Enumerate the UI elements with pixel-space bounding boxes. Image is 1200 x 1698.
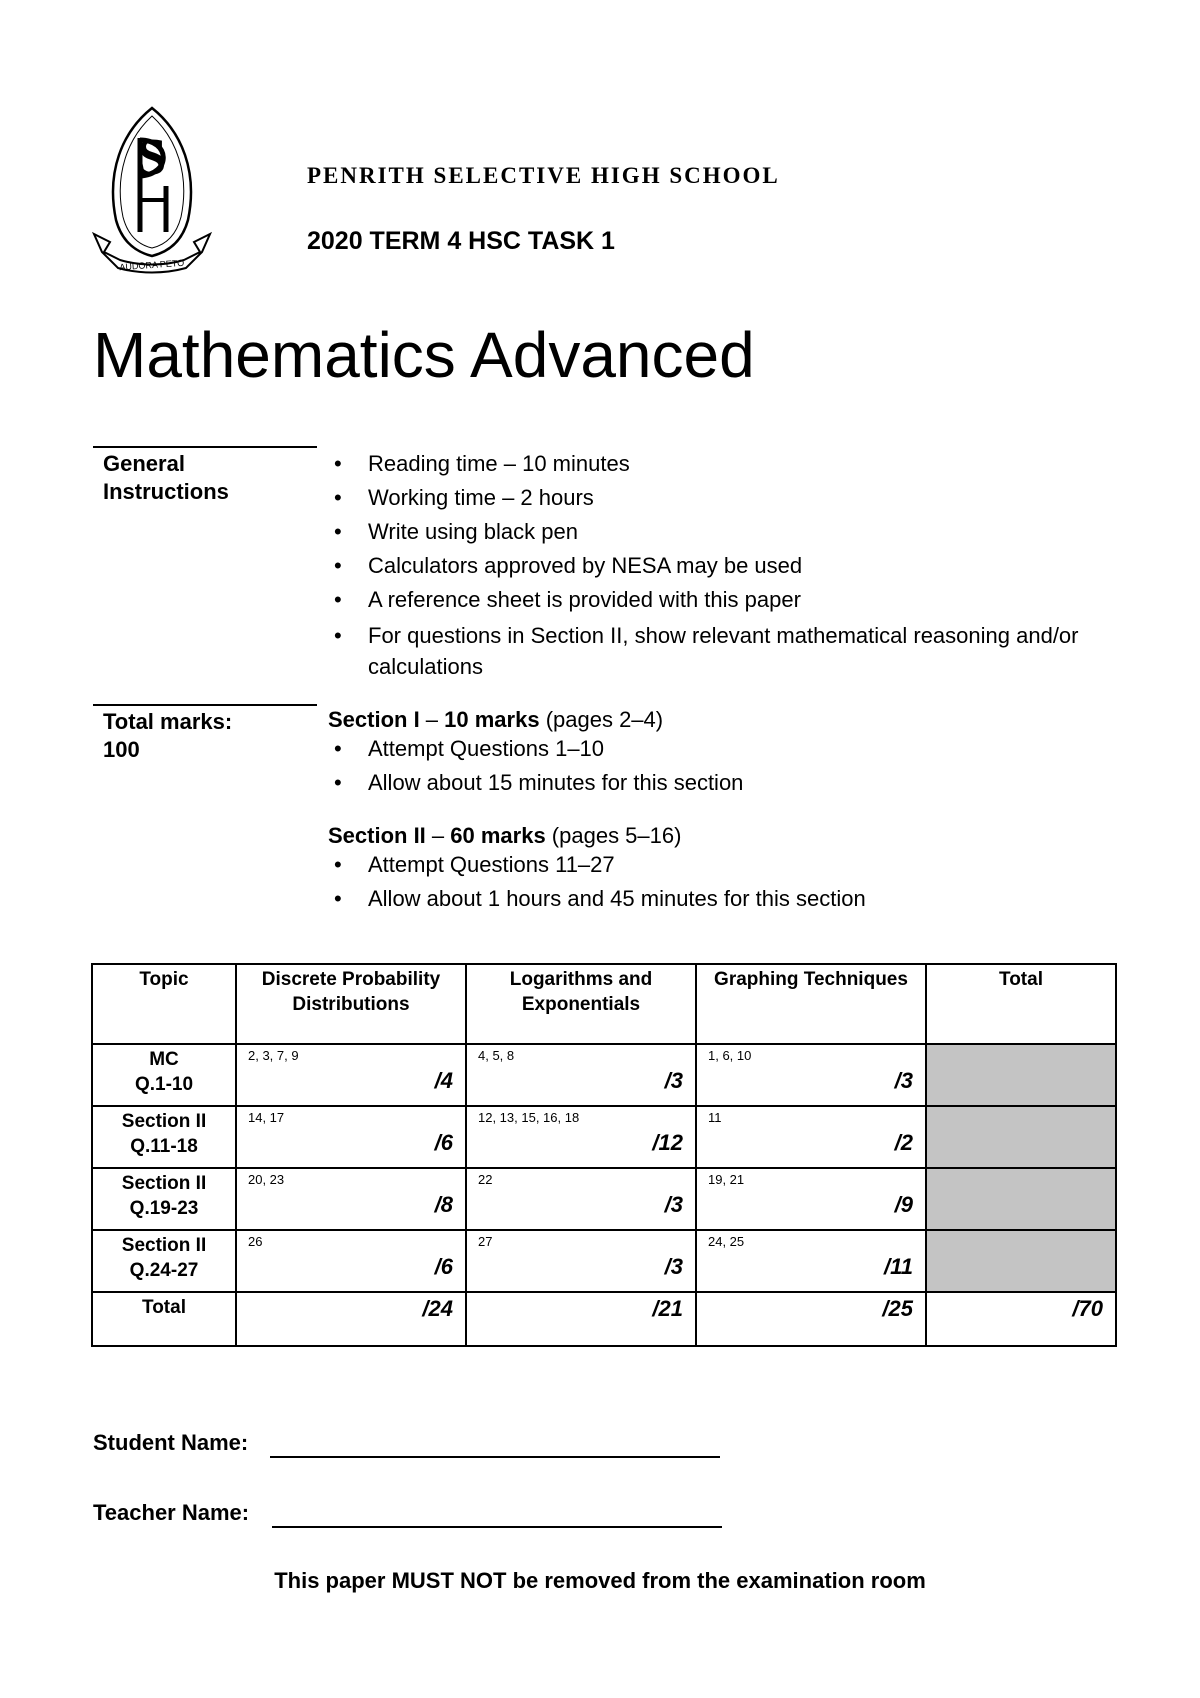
total-marks-label bbox=[103, 708, 232, 764]
marks-table bbox=[91, 963, 1117, 1347]
marks-value: /3 bbox=[664, 1254, 683, 1279]
shaded-cell bbox=[926, 1230, 1116, 1292]
section-pages: (pages 5–16) bbox=[545, 823, 682, 848]
total-marks-caption: Total marks: bbox=[103, 709, 233, 734]
row-header: Total bbox=[92, 1292, 236, 1346]
table-cell bbox=[466, 1168, 696, 1230]
row-header-line: Q.19-23 bbox=[129, 1198, 199, 1219]
row-header-line: Q.1-10 bbox=[134, 1074, 194, 1095]
row-header-line: Section II bbox=[121, 1111, 207, 1132]
svg-text:S: S bbox=[137, 129, 167, 186]
crest-motto: AUDORA PETO bbox=[119, 257, 185, 273]
shaded-cell bbox=[926, 1106, 1116, 1168]
general-instructions-list bbox=[368, 450, 1108, 682]
table-cell bbox=[696, 1106, 926, 1168]
divider-rule bbox=[93, 446, 317, 448]
marks-value: /3 bbox=[894, 1068, 913, 1093]
list-item: • Attempt Questions 1–10 bbox=[368, 735, 743, 762]
section-name: Section I bbox=[328, 707, 420, 732]
section-dash: – bbox=[425, 823, 451, 848]
list-item: • A reference sheet is provided with this paper bbox=[368, 586, 1108, 613]
table-cell bbox=[466, 1292, 696, 1346]
table-row bbox=[92, 1044, 1116, 1106]
question-numbers: 11 bbox=[708, 1110, 722, 1125]
marks-value: /3 bbox=[664, 1192, 683, 1217]
row-header bbox=[92, 1106, 236, 1168]
table-cell bbox=[696, 1292, 926, 1346]
question-numbers: 4, 5, 8 bbox=[478, 1048, 515, 1063]
marks-value: /9 bbox=[894, 1192, 913, 1217]
question-numbers: 20, 23 bbox=[248, 1172, 285, 1187]
question-numbers: 19, 21 bbox=[708, 1172, 745, 1187]
marks-value: /12 bbox=[652, 1130, 683, 1155]
section2-heading bbox=[328, 822, 681, 850]
table-cell bbox=[926, 1292, 1116, 1346]
table-cell bbox=[696, 1168, 926, 1230]
section-dash: – bbox=[419, 707, 445, 732]
table-cell bbox=[236, 1044, 466, 1106]
question-numbers: 12, 13, 15, 16, 18 bbox=[478, 1110, 580, 1125]
total-value: /25 bbox=[882, 1296, 913, 1321]
list-item: • Attempt Questions 11–27 bbox=[368, 851, 866, 878]
table-cell bbox=[236, 1168, 466, 1230]
table-cell bbox=[696, 1044, 926, 1106]
footer-notice: This paper MUST NOT be removed from the examination room bbox=[274, 1568, 926, 1593]
task-title: 2020 TERM 4 HSC TASK 1 bbox=[307, 227, 615, 255]
list-item: • Calculators approved by NESA may be used bbox=[368, 552, 1108, 579]
total-value: /21 bbox=[652, 1296, 683, 1321]
shaded-cell bbox=[926, 1168, 1116, 1230]
marks-value: /2 bbox=[894, 1130, 913, 1155]
label-line: Instructions bbox=[103, 479, 229, 504]
table-cell bbox=[236, 1292, 466, 1346]
question-numbers: 14, 17 bbox=[248, 1110, 285, 1125]
row-header bbox=[92, 1044, 236, 1106]
section-marks: 10 marks bbox=[444, 707, 540, 732]
table-header: Total bbox=[926, 964, 1116, 1044]
table-row bbox=[92, 1106, 1116, 1168]
total-marks-value: 100 bbox=[103, 737, 140, 762]
marks-value: /4 bbox=[434, 1068, 453, 1093]
student-name-field[interactable] bbox=[270, 1456, 720, 1458]
general-instructions-label bbox=[103, 450, 229, 506]
table-cell bbox=[236, 1230, 466, 1292]
section2-list bbox=[368, 851, 866, 912]
question-numbers: 27 bbox=[478, 1234, 493, 1249]
row-header-line: Section II bbox=[121, 1235, 207, 1256]
section-name: Section II bbox=[328, 823, 426, 848]
total-value: /24 bbox=[422, 1296, 453, 1321]
question-numbers: 1, 6, 10 bbox=[708, 1048, 752, 1063]
table-cell bbox=[466, 1230, 696, 1292]
row-header bbox=[92, 1168, 236, 1230]
marks-value: /6 bbox=[434, 1130, 453, 1155]
table-header: Graphing Techniques bbox=[696, 964, 926, 1044]
table-header: Discrete Probability Distributions bbox=[236, 964, 466, 1044]
section-marks: 60 marks bbox=[450, 823, 546, 848]
list-item: • Working time – 2 hours bbox=[368, 484, 1108, 511]
question-numbers: 22 bbox=[478, 1172, 493, 1187]
teacher-name-field[interactable] bbox=[272, 1526, 722, 1528]
list-item: • Allow about 15 minutes for this section bbox=[368, 769, 743, 796]
school-name: PENRITH SELECTIVE HIGH SCHOOL bbox=[307, 163, 780, 188]
divider-rule bbox=[93, 704, 317, 706]
total-row bbox=[92, 1292, 1116, 1346]
table-cell bbox=[466, 1106, 696, 1168]
row-header-line: Section II bbox=[121, 1173, 207, 1194]
table-row bbox=[92, 1168, 1116, 1230]
table-cell bbox=[236, 1106, 466, 1168]
table-cell bbox=[466, 1044, 696, 1106]
subject-title: Mathematics Advanced bbox=[93, 319, 755, 391]
row-header bbox=[92, 1230, 236, 1292]
shaded-cell bbox=[926, 1044, 1116, 1106]
row-header-line: Q.24-27 bbox=[129, 1260, 199, 1281]
table-cell bbox=[696, 1230, 926, 1292]
question-numbers: 24, 25 bbox=[708, 1234, 745, 1249]
student-name-label: Student Name: bbox=[93, 1430, 249, 1455]
list-item: • Allow about 1 hours and 45 minutes for this section bbox=[368, 885, 866, 912]
question-numbers: 26 bbox=[248, 1234, 263, 1249]
marks-value: /11 bbox=[884, 1254, 913, 1279]
school-crest-logo bbox=[90, 102, 215, 282]
list-item: • Reading time – 10 minutes bbox=[368, 450, 1108, 477]
marks-value: /6 bbox=[434, 1254, 453, 1279]
table-header: Logarithms and Exponentials bbox=[466, 964, 696, 1044]
label-line: General bbox=[103, 451, 185, 476]
section1-heading bbox=[328, 706, 663, 734]
row-header-line: Q.11-18 bbox=[130, 1136, 198, 1157]
marks-value: /8 bbox=[434, 1192, 453, 1217]
list-item: • For questions in Section II, show relevant mathematical reasoning and/or calculations bbox=[368, 620, 1108, 682]
section1-list bbox=[368, 735, 743, 796]
section-pages: (pages 2–4) bbox=[539, 707, 664, 732]
total-value: /70 bbox=[1072, 1296, 1103, 1321]
table-header: Topic bbox=[92, 964, 236, 1044]
question-numbers: 2, 3, 7, 9 bbox=[248, 1048, 299, 1063]
row-header-line: MC bbox=[149, 1049, 179, 1070]
list-item: • Write using black pen bbox=[368, 518, 1108, 545]
teacher-name-label: Teacher Name: bbox=[93, 1500, 250, 1525]
table-row bbox=[92, 1230, 1116, 1292]
marks-value: /3 bbox=[664, 1068, 683, 1093]
